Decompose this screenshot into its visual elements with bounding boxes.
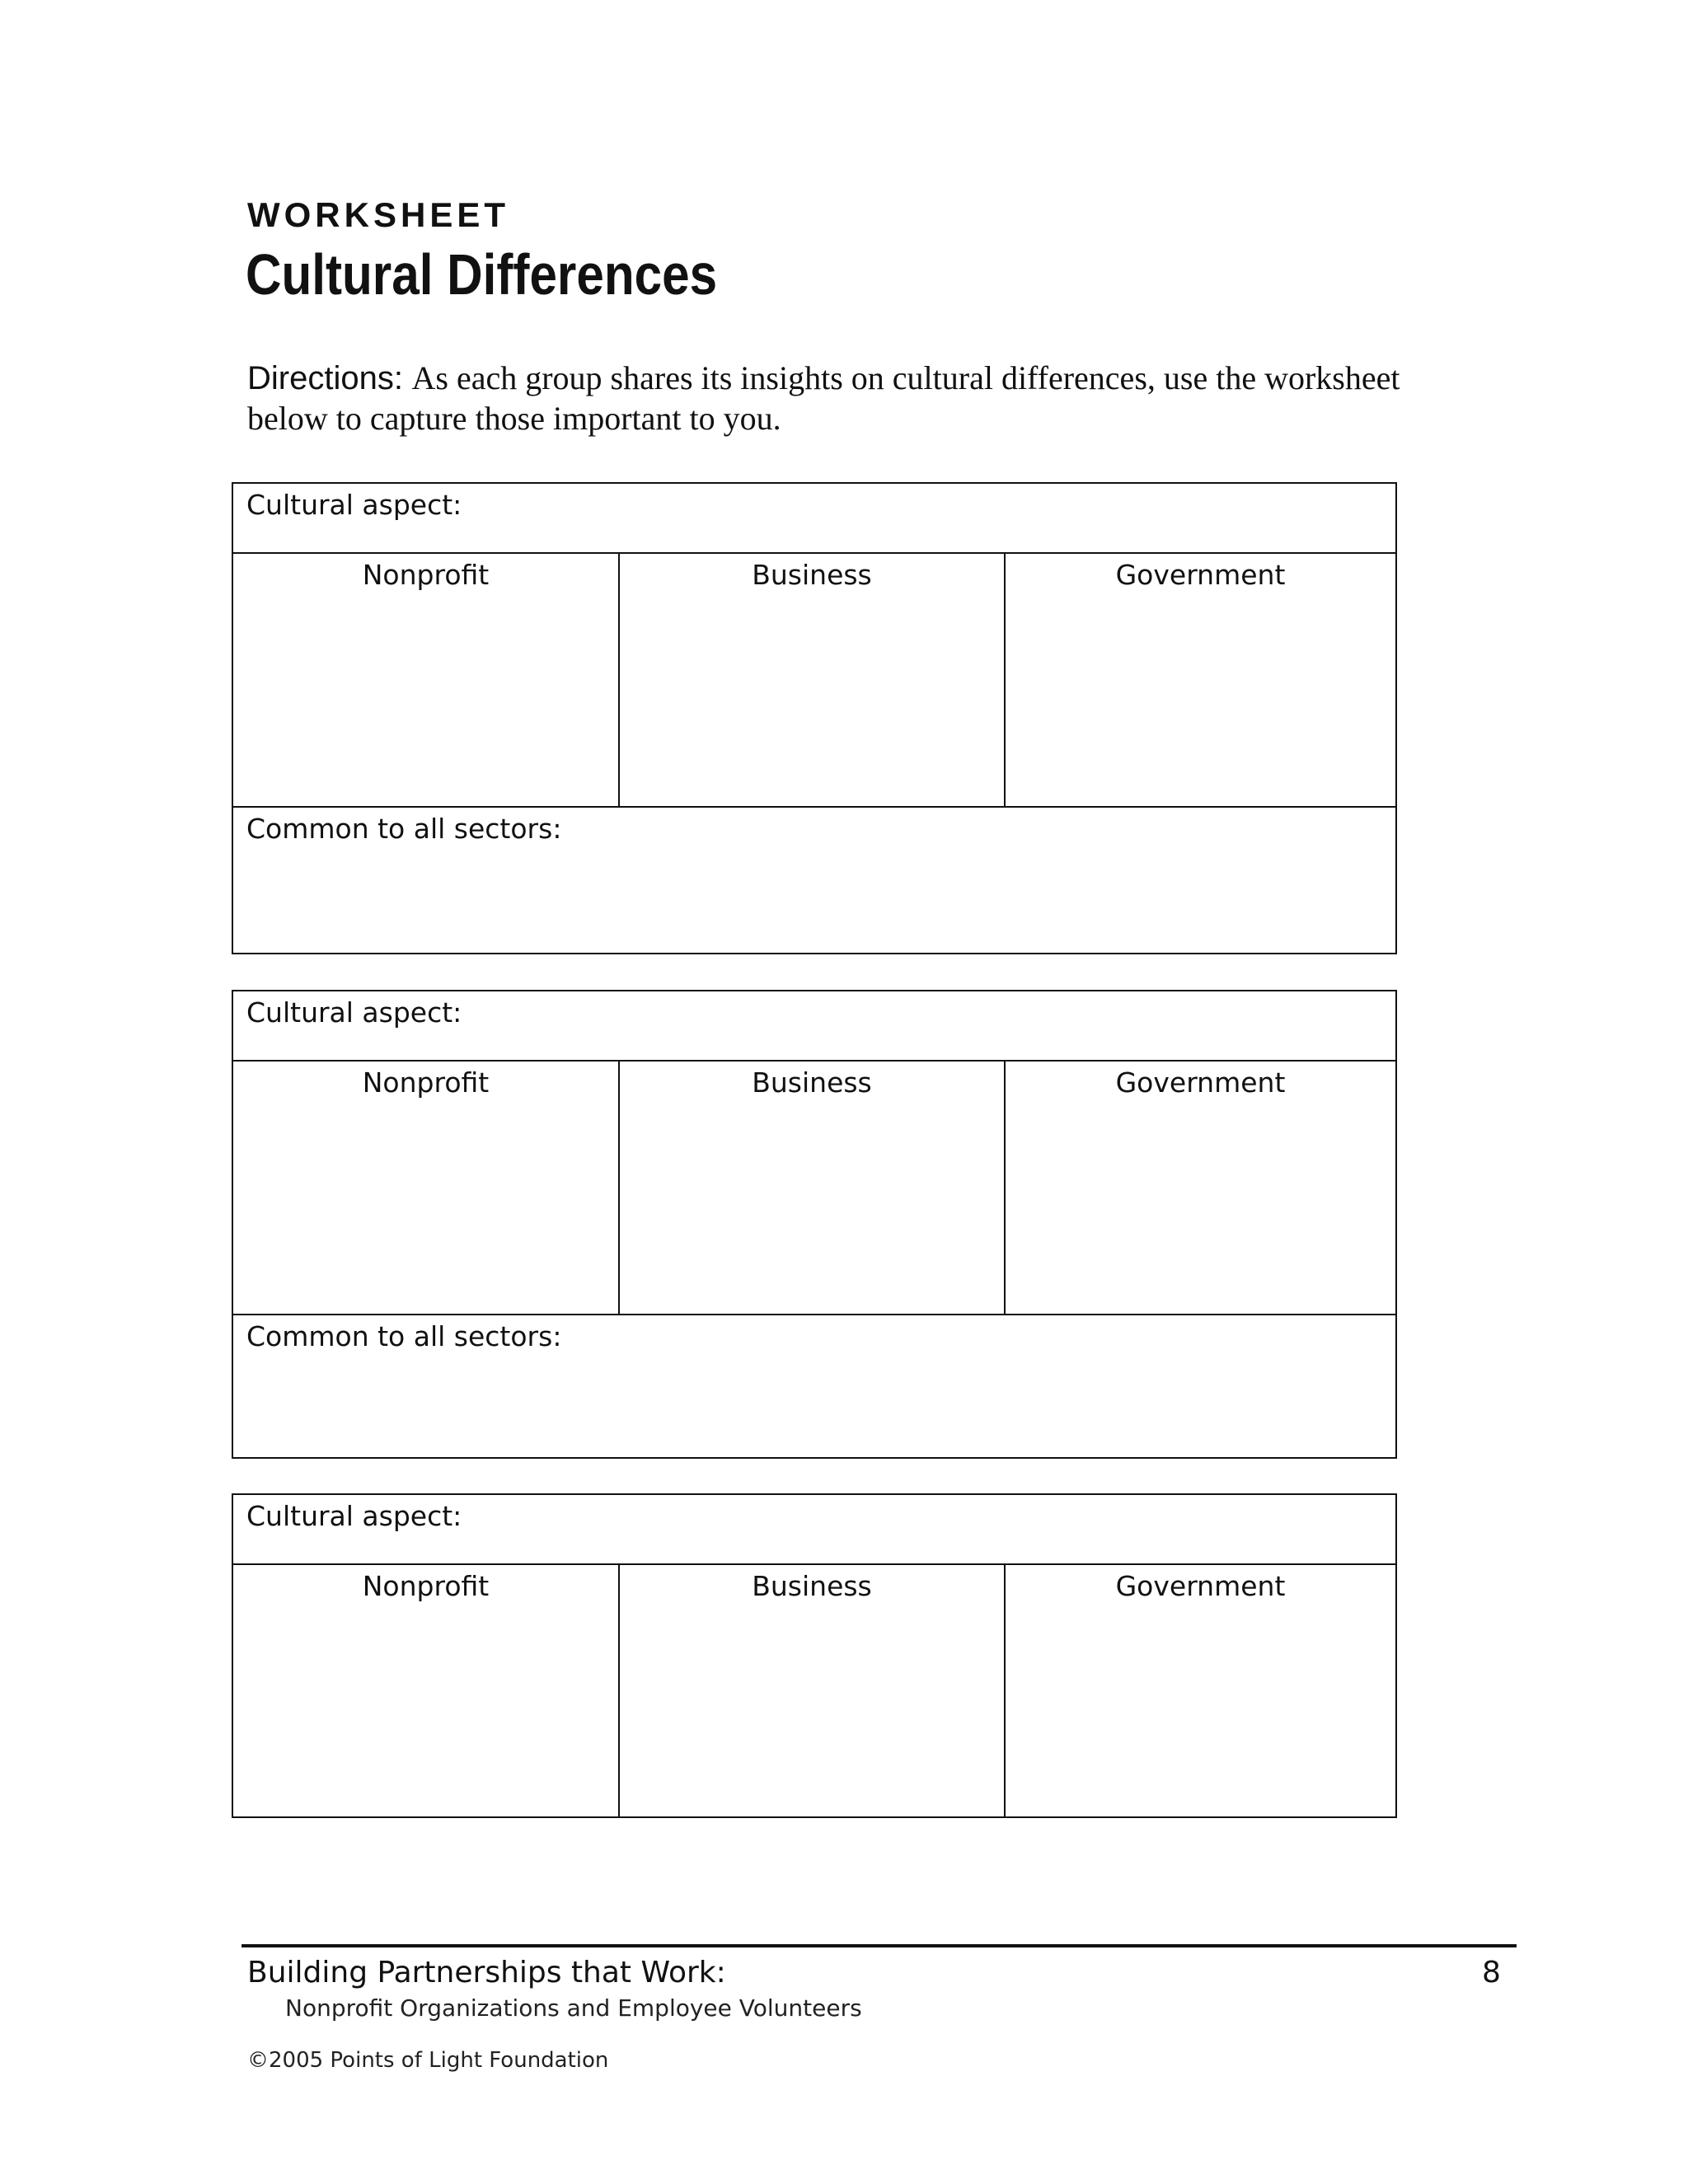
copyright: ©2005 Points of Light Foundation	[247, 2048, 609, 2073]
sector-label-nonprofit: Nonprofit	[362, 1066, 490, 1099]
cultural-aspect-row[interactable]	[233, 484, 1395, 554]
worksheet-table-2	[232, 990, 1397, 1459]
footer-title: Building Partnerships that Work:	[247, 1956, 726, 1990]
footer-rule	[241, 1944, 1517, 1947]
common-label: Common to all sectors:	[246, 1320, 562, 1352]
worksheet-table-3	[232, 1493, 1397, 1818]
cultural-aspect-row[interactable]	[233, 991, 1395, 1062]
sector-cell-nonprofit[interactable]	[233, 1062, 620, 1314]
sector-cell-government[interactable]	[1006, 1565, 1395, 1816]
sector-cell-government[interactable]	[1006, 554, 1395, 806]
sector-cell-business[interactable]	[620, 1565, 1006, 1816]
sector-cell-nonprofit[interactable]	[233, 1565, 620, 1816]
sector-label-government: Government	[1115, 1570, 1286, 1602]
worksheet-table-1	[232, 482, 1397, 954]
sector-label-nonprofit: Nonprofit	[362, 559, 490, 591]
sector-cell-government[interactable]	[1006, 1062, 1395, 1314]
sector-cell-nonprofit[interactable]	[233, 554, 620, 806]
sector-label-government: Government	[1115, 1066, 1286, 1099]
common-row[interactable]	[233, 806, 1395, 953]
sector-cell-business[interactable]	[620, 554, 1006, 806]
cultural-aspect-label: Cultural aspect:	[246, 1500, 462, 1532]
page-title: Cultural Differences	[246, 242, 718, 307]
sector-label-government: Government	[1115, 559, 1286, 591]
directions-label: Directions:	[247, 360, 403, 396]
directions	[247, 359, 1401, 439]
page-number: 8	[1482, 1956, 1501, 1990]
sector-label-business: Business	[752, 559, 872, 591]
sectors-row	[233, 554, 1395, 806]
cultural-aspect-row[interactable]	[233, 1495, 1395, 1565]
sectors-row	[233, 1062, 1395, 1314]
cultural-aspect-label: Cultural aspect:	[246, 489, 462, 521]
worksheet-eyebrow: WORKSHEET	[247, 195, 509, 234]
sector-label-business: Business	[752, 1570, 872, 1602]
common-label: Common to all sectors:	[246, 813, 562, 845]
sector-label-nonprofit: Nonprofit	[362, 1570, 490, 1602]
sectors-row	[233, 1565, 1395, 1816]
common-row[interactable]	[233, 1314, 1395, 1457]
directions-text: As each group shares its insights on cultural differences, use the worksheet below to capture those important to you.	[247, 359, 1400, 437]
sector-label-business: Business	[752, 1066, 872, 1099]
sector-cell-business[interactable]	[620, 1062, 1006, 1314]
footer-subtitle: Nonprofit Organizations and Employee Volunteers	[285, 1994, 862, 2022]
cultural-aspect-label: Cultural aspect:	[246, 996, 462, 1029]
